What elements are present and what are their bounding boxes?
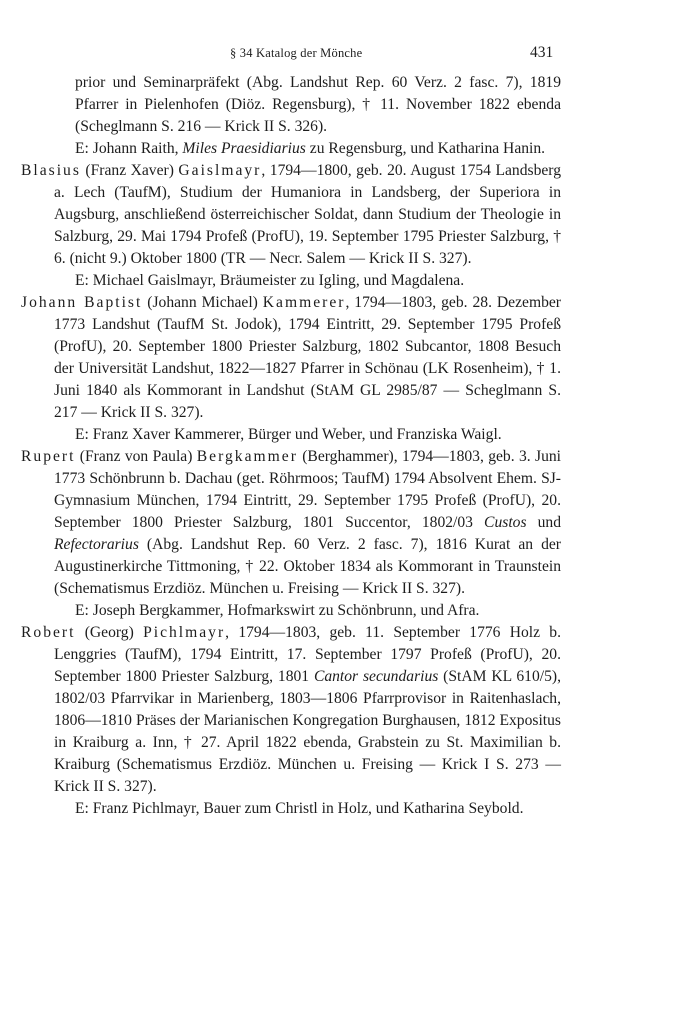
monk-surname: Pichlmayr	[143, 624, 226, 641]
parents-line	[21, 424, 561, 446]
parents-text: E: Johann Raith,	[75, 140, 183, 157]
monk-surname: Kammerer	[262, 294, 346, 311]
monk-surname: Gaislmayr	[178, 162, 262, 179]
parents-text: zu Regensburg, und Katharina Hanin.	[305, 140, 546, 157]
birth-name: (Franz von Paula)	[75, 448, 197, 465]
parents-italic: Miles Praesidiarius	[182, 140, 306, 157]
latin-office: Custos	[484, 514, 527, 531]
entry-text	[21, 622, 561, 798]
parents-text: E: Joseph Bergkammer, Hofmarkswirt zu Schönbrunn, und Afra.	[75, 602, 480, 619]
running-head	[0, 46, 700, 66]
entry-text-run: , 1794—1803, geb. 11. September 1776 Holz b. Lenggries (TaufM), 1794 Eintritt, 17. September 1797 Profeß (ProfU), 20. September 1800 Priester Salzburg, 1801	[54, 624, 561, 685]
entry-text	[21, 446, 561, 600]
entry-text-run: prior und Seminarpräfekt (Abg. Landshut Rep. 60 Verz. 2 fasc. 7), 1819 Pfarrer in Pielenhofen (Diöz. Regensburg), † 11. November 1822 ebenda (Scheglmann S. 216 — Krick II S. 326).	[75, 74, 561, 135]
parents-line	[21, 270, 561, 292]
entry-continued	[21, 72, 561, 160]
latin-office: Refectorarius	[54, 536, 139, 553]
parents-line	[21, 138, 561, 160]
entry-text-run: , 1794—1800, geb. 20. August 1754 Landsberg a. Lech (TaufM), Studium der Humaniora in Landsberg, der Superiora in Augsburg, anschließend österreichischer Soldat, dann Studium der Theologie in Salzburg, 29. Mai 1794 Profeß (ProfU), 19. September 1795 Priester Salzburg, † 6. (nicht 9.) Oktober 1800 (TR — Necr. Salem — Krick II S. 327).	[54, 162, 561, 267]
entry-text	[21, 160, 561, 270]
entry-text-run: (StAM KL 610/5), 1802/03 Pfarrvikar in Marienberg, 1803—1806 Pfarrprovisor in Raitenhaslach, 1806—1810 Präses der Marianischen Kongregation Burghausen, 1812 Expositus in Kraiburg a. Inn, † 27. April 1822 ebenda, Grabstein zu St. Maximilian b. Kraiburg (Schematismus Erzdiöz. München u. Freising — Krick I S. 273 — Krick II S. 327).	[54, 668, 562, 795]
monk-name: Blasius	[21, 162, 81, 179]
monk-surname: Bergkammer	[196, 448, 298, 465]
entry-text-run: und	[526, 514, 561, 531]
monk-name: Rupert	[21, 448, 76, 465]
running-head-title: § 34 Katalog der Mönche	[230, 46, 363, 60]
parents-text: E: Franz Xaver Kammerer, Bürger und Weber, und Franziska Waigl.	[75, 426, 502, 443]
entry-robert	[21, 622, 561, 820]
latin-office: Cantor secundarius	[313, 668, 439, 685]
parents-line	[21, 798, 561, 820]
parents-text: E: Franz Pichlmayr, Bauer zum Christl in Holz, und Katharina Seybold.	[75, 800, 524, 817]
entry-blasius	[21, 160, 561, 292]
entry-johann-baptist	[21, 292, 561, 446]
catalog-body	[21, 72, 561, 820]
entry-text-run: (Abg. Landshut Rep. 60 Verz. 2 fasc. 7), 1816 Kurat an der Augustinerkirche Tittmoning, † 22. Oktober 1834 als Kommorant in Traunstein (Schematismus Erzdiöz. München u. Freising — Krick II S. 327).	[54, 536, 561, 597]
entry-text-run: (Berghammer), 1794—1803, geb. 3. Juni 1773 Schönbrunn b. Dachau (get. Röhrmoos; TaufM) 1794 Absolvent Ehem. SJ-Gymnasium München, 1794 Eintritt, 29. September 1795 Profeß (ProfU), 20. September 1800 Priester Salzburg, 1801 Succentor, 1802/03	[54, 448, 561, 531]
monk-name: Robert	[21, 624, 76, 641]
entry-text	[21, 292, 561, 424]
entry-text	[21, 72, 561, 138]
entry-rupert	[21, 446, 561, 622]
parents-text: E: Michael Gaislmayr, Bräumeister zu Igling, und Magdalena.	[75, 272, 465, 289]
birth-name: (Georg)	[75, 624, 144, 641]
monk-name: Johann Baptist	[21, 294, 143, 311]
birth-name: (Franz Xaver)	[80, 162, 179, 179]
entry-text-run: , 1794—1803, geb. 28. Dezember 1773 Landshut (TaufM St. Jodok), 1794 Eintritt, 29. September 1795 Profeß (ProfU), 20. September 1800 Priester Salzburg, 1802 Subcantor, 1808 Besuch der Universität Landshut, 1822—1827 Pfarrer in Schönau (LK Rosenheim), † 1. Juni 1840 als Kommorant in Landshut (StAM GL 2985/87 — Scheglmann S. 217 — Krick II S. 327).	[54, 294, 561, 421]
parents-line	[21, 600, 561, 622]
birth-name: (Johann Michael)	[142, 294, 263, 311]
page-number: 431	[530, 44, 554, 61]
